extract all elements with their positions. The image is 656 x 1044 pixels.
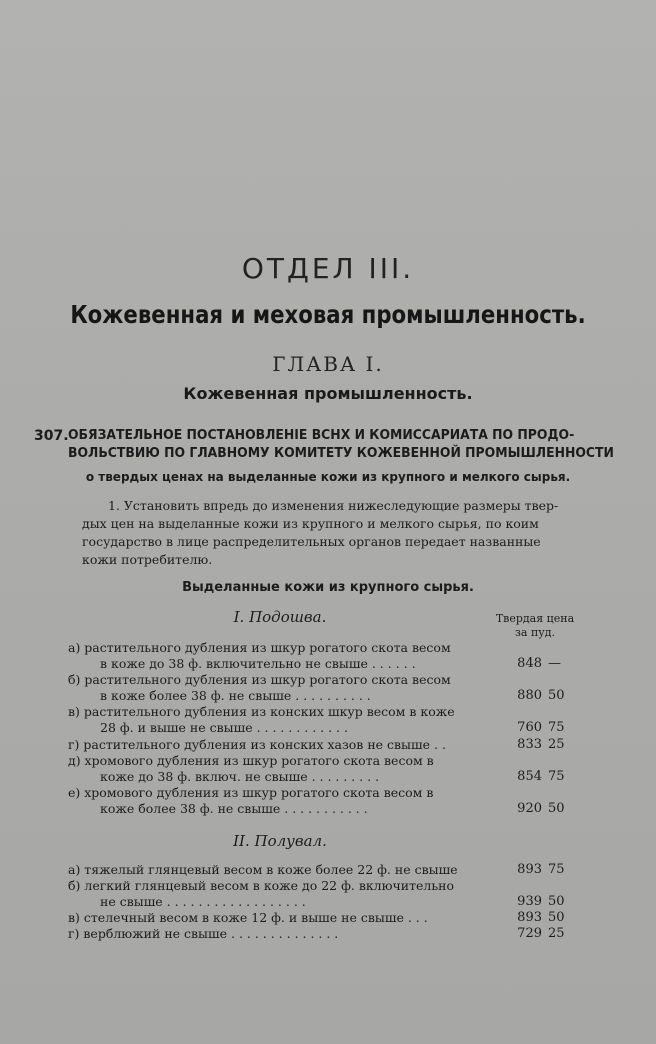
price-row-line: в) стелечный весом в коже 12 ф. и выше не свыше . . . xyxy=(68,910,428,925)
price-row-line: в коже более 38 ф. не свыше . . . . . . . . . . xyxy=(100,688,371,703)
price-header-line-2: за пуд. xyxy=(514,626,556,639)
raw-material-title: Выделанные кожи из крупного сырья. xyxy=(182,580,474,595)
price-rubles: 939 xyxy=(517,894,542,909)
price-rubles: 893 xyxy=(517,910,542,925)
main-heading: Кожевенная и меховая промышленность. xyxy=(70,300,586,329)
price-row-line: д) хромового дубления из шкур рогатого скота весом в xyxy=(68,753,434,768)
group-title-half-leather: II. Полувал. xyxy=(233,832,327,850)
price-rubles: 760 xyxy=(517,720,542,735)
decree-subtitle: о твердых ценах на выделанные кожи из крупного и мелкого сырья. xyxy=(85,470,571,484)
group-title-sole: I. Подошва. xyxy=(233,608,327,626)
price-row-line: г) растительного дубления из конских хазов не свыше . . xyxy=(68,737,446,752)
price-kopecks: — xyxy=(548,656,561,671)
price-row-line: б) растительного дубления из шкур рогатого скота весом xyxy=(68,672,451,687)
price-kopecks: 25 xyxy=(548,737,565,752)
price-kopecks: 50 xyxy=(548,910,565,925)
price-row-line: б) легкий глянцевый весом в коже до 22 ф. включительно xyxy=(68,878,455,893)
price-rubles: 848 xyxy=(517,656,542,671)
section-title: ОТДЕЛ III. xyxy=(241,252,415,285)
price-row-line: не свыше . . . . . . . . . . . . . . . . . . xyxy=(100,894,306,909)
price-rubles: 920 xyxy=(517,801,542,816)
price-header xyxy=(490,612,580,640)
price-kopecks: 75 xyxy=(548,769,565,784)
price-kopecks: 50 xyxy=(548,801,565,816)
paragraph-line: государство в лице распределительных органов передает названные xyxy=(82,534,541,549)
decree-number: 307. xyxy=(34,428,69,444)
price-kopecks: 50 xyxy=(548,688,565,703)
price-rubles: 729 xyxy=(517,926,542,941)
price-row-line: е) хромового дубления из шкур рогатого скота весом в xyxy=(68,785,434,800)
paragraph-line: кожи потребителю. xyxy=(82,552,213,567)
price-header-line-1: Твердая цена xyxy=(495,612,575,625)
chapter-subheading: Кожевенная промышленность. xyxy=(183,384,473,403)
paragraph-line: дых цен на выделанные кожи из крупного и мелкого сырья, по коим xyxy=(82,516,539,531)
price-row-line: в) растительного дубления из конских шкур весом в коже xyxy=(68,704,455,719)
price-row-line: 28 ф. и выше не свыше . . . . . . . . . . . . xyxy=(100,720,348,735)
decree-title-line-1: ОБЯЗАТЕЛЬНОЕ ПОСТАНОВЛЕНІЕ ВСНХ И КОМИССАРИАТА ПО ПРОДО- xyxy=(68,427,575,443)
price-row-line: в коже до 38 ф. включительно не свыше . . . . . . xyxy=(100,656,416,671)
price-rubles: 880 xyxy=(517,688,542,703)
price-row-line: коже до 38 ф. включ. не свыше . . . . . . . . . xyxy=(100,769,380,784)
price-kopecks: 50 xyxy=(548,894,565,909)
price-rubles: 854 xyxy=(517,769,542,784)
price-row-line: коже более 38 ф. не свыше . . . . . . . . . . . xyxy=(100,801,368,816)
price-row-line: г) верблюжий не свыше . . . . . . . . . . . . . . xyxy=(68,926,339,941)
paragraph-line: 1. Установить впредь до изменения нижеследующие размеры твер- xyxy=(108,498,559,513)
price-row-line: а) растительного дубления из шкур рогатого скота весом xyxy=(68,640,451,655)
price-kopecks: 75 xyxy=(548,862,565,877)
price-kopecks: 25 xyxy=(548,926,565,941)
price-row-line: а) тяжелый глянцевый весом в коже более 22 ф. не свыше xyxy=(68,862,458,877)
price-kopecks: 75 xyxy=(548,720,565,735)
price-rubles: 893 xyxy=(517,862,542,877)
price-rubles: 833 xyxy=(517,737,542,752)
decree-title-line-2: ВОЛЬСТВИЮ ПО ГЛАВНОМУ КОМИТЕТУ КОЖЕВЕННОЙ ПРОМЫШЛЕННОСТИ xyxy=(68,445,614,461)
chapter-title: ГЛАВА I. xyxy=(272,352,384,376)
